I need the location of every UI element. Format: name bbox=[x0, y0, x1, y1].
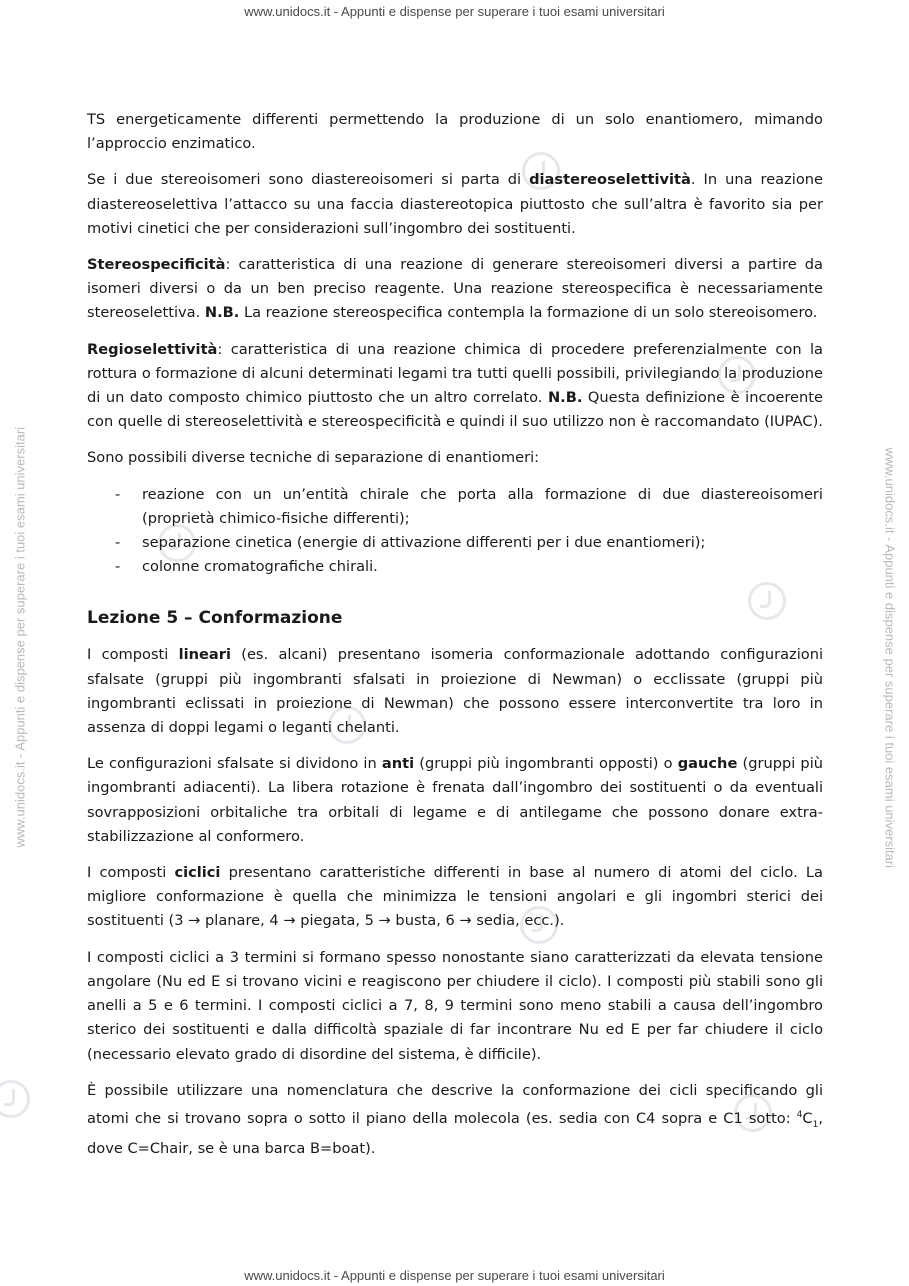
text: Se i due stereoisomeri sono diastereoisomeri si parta di bbox=[87, 171, 530, 189]
document-body bbox=[87, 108, 823, 1173]
text: (gruppi più ingombranti adiacenti). La libera rotazione è frenata dall’ingombro dei sostituenti o da eventuali sovrapposizioni orbitaliche tra orbitali di legame e di antilegame che possono donare extra-stabilizzazione al conformero. bbox=[87, 755, 824, 845]
text: : caratteristica di una reazione di generare stereoisomeri diversi a partire da isomeri diversi o da un ben preciso reagente. Una reazione stereospecifica è necessariamente stereoselettiva. bbox=[87, 256, 823, 322]
text: I composti bbox=[87, 646, 179, 664]
paragraph-stereospecificita bbox=[87, 253, 823, 326]
paragraph-ts: TS energeticamente differenti permettendo la produzione di un solo enantiomero, mimando l’approccio enzimatico. bbox=[87, 111, 823, 153]
text: I composti bbox=[87, 864, 175, 882]
text: , dove C=Chair, se è una barca B=boat). bbox=[87, 1109, 823, 1157]
paragraph-anti-gauche bbox=[87, 752, 823, 849]
paragraph-diastereoselettivita bbox=[87, 168, 823, 241]
text: (es. alcani) presentano isomeria conformazionale adottando configurazioni sfalsate (gruppi più ingombranti sfalsati in proiezione di Newman) o ecclissate (gruppi più ingombranti eclissati in proiezione di Newman) che possono essere interconvertite tra loro in assenza di doppi legami o leganti chelanti. bbox=[87, 646, 824, 737]
text: È possibile utilizzare una nomenclatura che descrive la conformazione dei cicli specificando gli atomi che si trovano sopra o sotto il piano della molecola (es. sedia con C4 sopra e C1 sotto: bbox=[87, 1081, 823, 1127]
paragraph-nomenclatura bbox=[87, 1079, 823, 1161]
term-bold: Stereospecificità bbox=[87, 256, 226, 274]
text: Questa definizione è incoerente con quelle di stereoselettività e stereospecificità e quindi il suo utilizzo non è raccomandato (IUPAC). bbox=[87, 389, 823, 431]
section-heading: Lezione 5 – Conformazione bbox=[87, 608, 343, 629]
watermark-side-left: www.unidocs.it - Appunti e dispense per superare i tuoi esami universitari bbox=[12, 426, 28, 848]
paragraph-separazione: Sono possibili diverse tecniche di separazione di enantiomeri: bbox=[87, 449, 540, 467]
list-item: - reazione con un un’entità chirale che porta alla formazione di due diastereoisomeri (proprietà chimico-fisiche differenti); bbox=[87, 483, 823, 531]
list-item: - separazione cinetica (energie di attivazione differenti per i due enantiomeri); bbox=[87, 531, 823, 555]
subscript: 1 bbox=[812, 1119, 819, 1130]
term-bold: lineari bbox=[178, 646, 231, 664]
note-bold: N.B. bbox=[204, 304, 240, 322]
term-bold: anti bbox=[381, 755, 415, 773]
text: : caratteristica di una reazione chimica di procedere preferenzialmente con la rottura o formazione di alcuni determinati legami tra tutti quelli possibili, privilegiando la produzione di un dato composto chimico piuttosto che un altro correlato. bbox=[87, 340, 823, 407]
superscript: 4 bbox=[796, 1109, 803, 1120]
watermark-footer[interactable]: www.unidocs.it - Appunti e dispense per superare i tuoi esami universitari bbox=[244, 1268, 665, 1283]
text: C bbox=[802, 1109, 813, 1127]
watermark-header[interactable]: www.unidocs.it - Appunti e dispense per superare i tuoi esami universitari bbox=[244, 4, 665, 19]
text: Le configurazioni sfalsate si dividono in bbox=[87, 755, 382, 773]
watermark-logo-icon bbox=[0, 1080, 30, 1118]
note-bold: N.B. bbox=[547, 389, 583, 407]
term-bold: Regioselettività bbox=[87, 340, 218, 358]
text: presentano caratteristiche differenti in base al numero di atomi del ciclo. La migliore conformazione è quella che minimizza le tensioni angolari e gli ingombri sterici dei sostituenti (3 → planare, 4 → piegata, 5 → busta, 6 → sedia, ecc.). bbox=[87, 864, 823, 930]
term-bold: ciclici bbox=[174, 864, 221, 882]
paragraph-termini: I composti ciclici a 3 termini si formano spesso nonostante siano caratterizzati da elevata tensione angolare (Nu ed E si trovano vicini e reagiscono per chiudere il ciclo). I composti più stabili sono gli anelli a 5 e 6 termini. I composti ciclici a 7, 8, 9 termini sono meno stabili a causa dell’ingombro sterico dei sostituenti e dalla difficoltà spaziale di far incontrare Nu ed E per far chiudere il ciclo (necessario elevato grado di disordine del sistema, è difficile). bbox=[87, 948, 823, 1063]
paragraph-ciclici bbox=[87, 861, 823, 934]
watermark-side-right: www.unidocs.it - Appunti e dispense per superare i tuoi esami universitari bbox=[882, 447, 898, 869]
separation-list bbox=[87, 483, 823, 580]
text: (gruppi più ingombranti opposti) o bbox=[414, 755, 678, 773]
paragraph-regioselettivita bbox=[87, 338, 823, 435]
list-item: - colonne cromatografiche chirali. bbox=[87, 555, 823, 579]
term-bold: diastereoselettività bbox=[529, 171, 691, 189]
text: . In una reazione diastereoselettiva l’attacco su una faccia diastereotopica piuttosto che sull’altra è favorito sia per motivi cinetici che per considerazioni sull’ingombro dei sostituenti. bbox=[87, 171, 823, 237]
term-bold: gauche bbox=[677, 755, 738, 773]
text: La reazione stereospecifica contempla la formazione di un solo stereoisomero. bbox=[239, 304, 818, 322]
paragraph-lineari bbox=[87, 643, 823, 740]
